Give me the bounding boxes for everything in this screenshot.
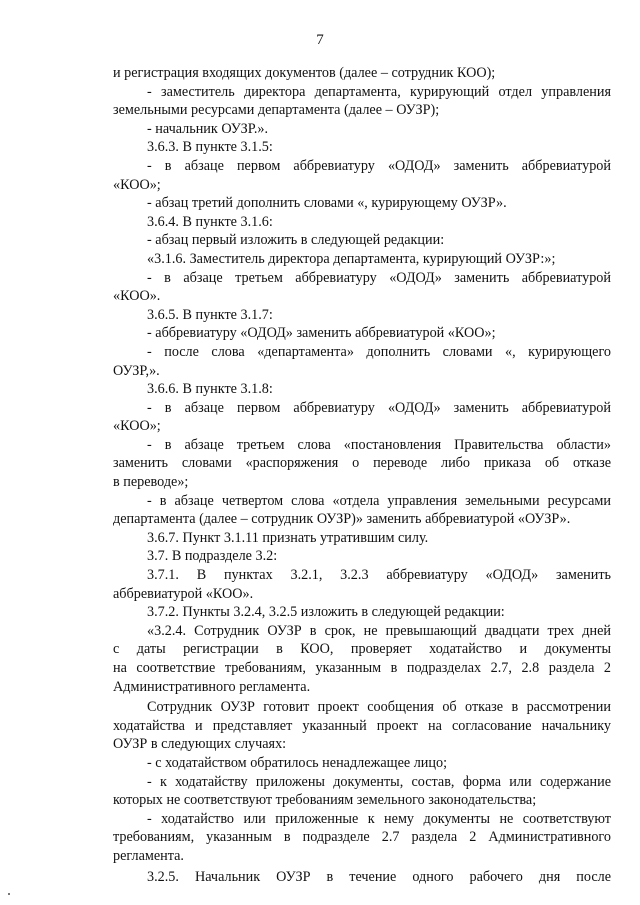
text-line: - к ходатайству приложены документы, состав, форма или содержание: [147, 773, 611, 790]
text-line: земельными ресурсами департамента (далее – ОУЗР);: [113, 102, 440, 119]
text-line: аббревиатурой «КОО».: [113, 585, 254, 602]
text-line: ОУЗР в следующих случаях:: [113, 736, 287, 753]
text-line: - в абзаце третьем слова «постановления Правительства области»: [147, 436, 611, 453]
text-line: - с ходатайством обратилось ненадлежащее лицо;: [147, 754, 448, 771]
text-line: которых не соответствуют требованиям земельного законодательства;: [113, 792, 537, 809]
text-line: - начальник ОУЗР.».: [147, 120, 269, 137]
text-line: в переводе»;: [113, 474, 189, 491]
text-line: «3.1.6. Заместитель директора департамента, курирующий ОУЗР:»;: [147, 250, 556, 267]
text-line: - абзац третий дополнить словами «, курирующему ОУЗР».: [147, 195, 507, 212]
text-line: с даты регистрации в КОО, проверяет ходатайство и документы: [113, 641, 611, 658]
page-number: 7: [316, 32, 324, 48]
scan-speck: [8, 893, 10, 895]
text-line: регламента.: [113, 847, 184, 864]
text-line: ОУЗР,».: [113, 362, 160, 379]
text-line: 3.2.5. Начальник ОУЗР в течение одного рабочего дня после: [147, 868, 611, 885]
text-line: 3.7.2. Пункты 3.2.4, 3.2.5 изложить в следующей редакции:: [147, 604, 505, 621]
text-line: требованиям, указанным в подразделе 2.7 раздела 2 Административного: [113, 829, 611, 846]
text-line: 3.7. В подразделе 3.2:: [147, 548, 278, 565]
text-line: - аббревиатуру «ОДОД» заменить аббревиатурой «КОО»;: [147, 325, 496, 342]
text-line: - в абзаце первом аббревиатуру «ОДОД» заменить аббревиатурой: [147, 157, 611, 174]
document-body: [113, 64, 611, 886]
text-line: - в абзаце четвертом слова «отдела управления земельными ресурсами: [147, 492, 611, 509]
text-line: 3.7.1. В пунктах 3.2.1, 3.2.3 аббревиатуру «ОДОД» заменить: [147, 567, 611, 584]
text-line: - абзац первый изложить в следующей редакции:: [147, 232, 445, 249]
text-line: 3.6.7. Пункт 3.1.11 признать утратившим силу.: [147, 529, 429, 546]
text-line: ходатайства и представляет указанный проект на согласование начальнику: [113, 717, 611, 734]
text-line: «КОО»;: [113, 176, 161, 193]
text-line: - заместитель директора департамента, курирующий отдел управления: [147, 83, 611, 100]
text-line: и регистрация входящих документов (далее – сотрудник КОО);: [113, 65, 496, 81]
text-line: «КОО»;: [113, 418, 161, 435]
text-line: - в абзаце третьем аббревиатуру «ОДОД» заменить аббревиатурой: [147, 269, 611, 286]
text-line: - после слова «департамента» дополнить словами «, курирующего: [147, 343, 611, 360]
text-line: на соответствие требованиям, указанным в подразделах 2.7, 2.8 раздела 2: [113, 660, 611, 676]
text-line: - в абзаце первом аббревиатуру «ОДОД» заменить аббревиатурой: [147, 399, 611, 416]
text-line: «3.2.4. Сотрудник ОУЗР в срок, не превышающий двадцати трех дней: [147, 622, 611, 639]
text-line: 3.6.6. В пункте 3.1.8:: [147, 381, 273, 398]
text-line: 3.6.5. В пункте 3.1.7:: [147, 306, 273, 323]
text-line: заменить словами «распоряжения о переводе либо приказа об отказе: [113, 455, 611, 472]
text-line: Административного регламента.: [113, 678, 311, 695]
text-line: 3.6.3. В пункте 3.1.5:: [147, 139, 273, 156]
text-line: «КОО».: [113, 288, 161, 305]
text-line: департамента (далее – сотрудник ОУЗР)» заменить аббревиатурой «ОУЗР».: [113, 511, 571, 528]
text-line: Сотрудник ОУЗР готовит проект сообщения об отказе в рассмотрении: [147, 699, 611, 716]
text-line: - ходатайство или приложенные к нему документы не соответствуют: [147, 810, 611, 827]
text-line: 3.6.4. В пункте 3.1.6:: [147, 213, 273, 230]
